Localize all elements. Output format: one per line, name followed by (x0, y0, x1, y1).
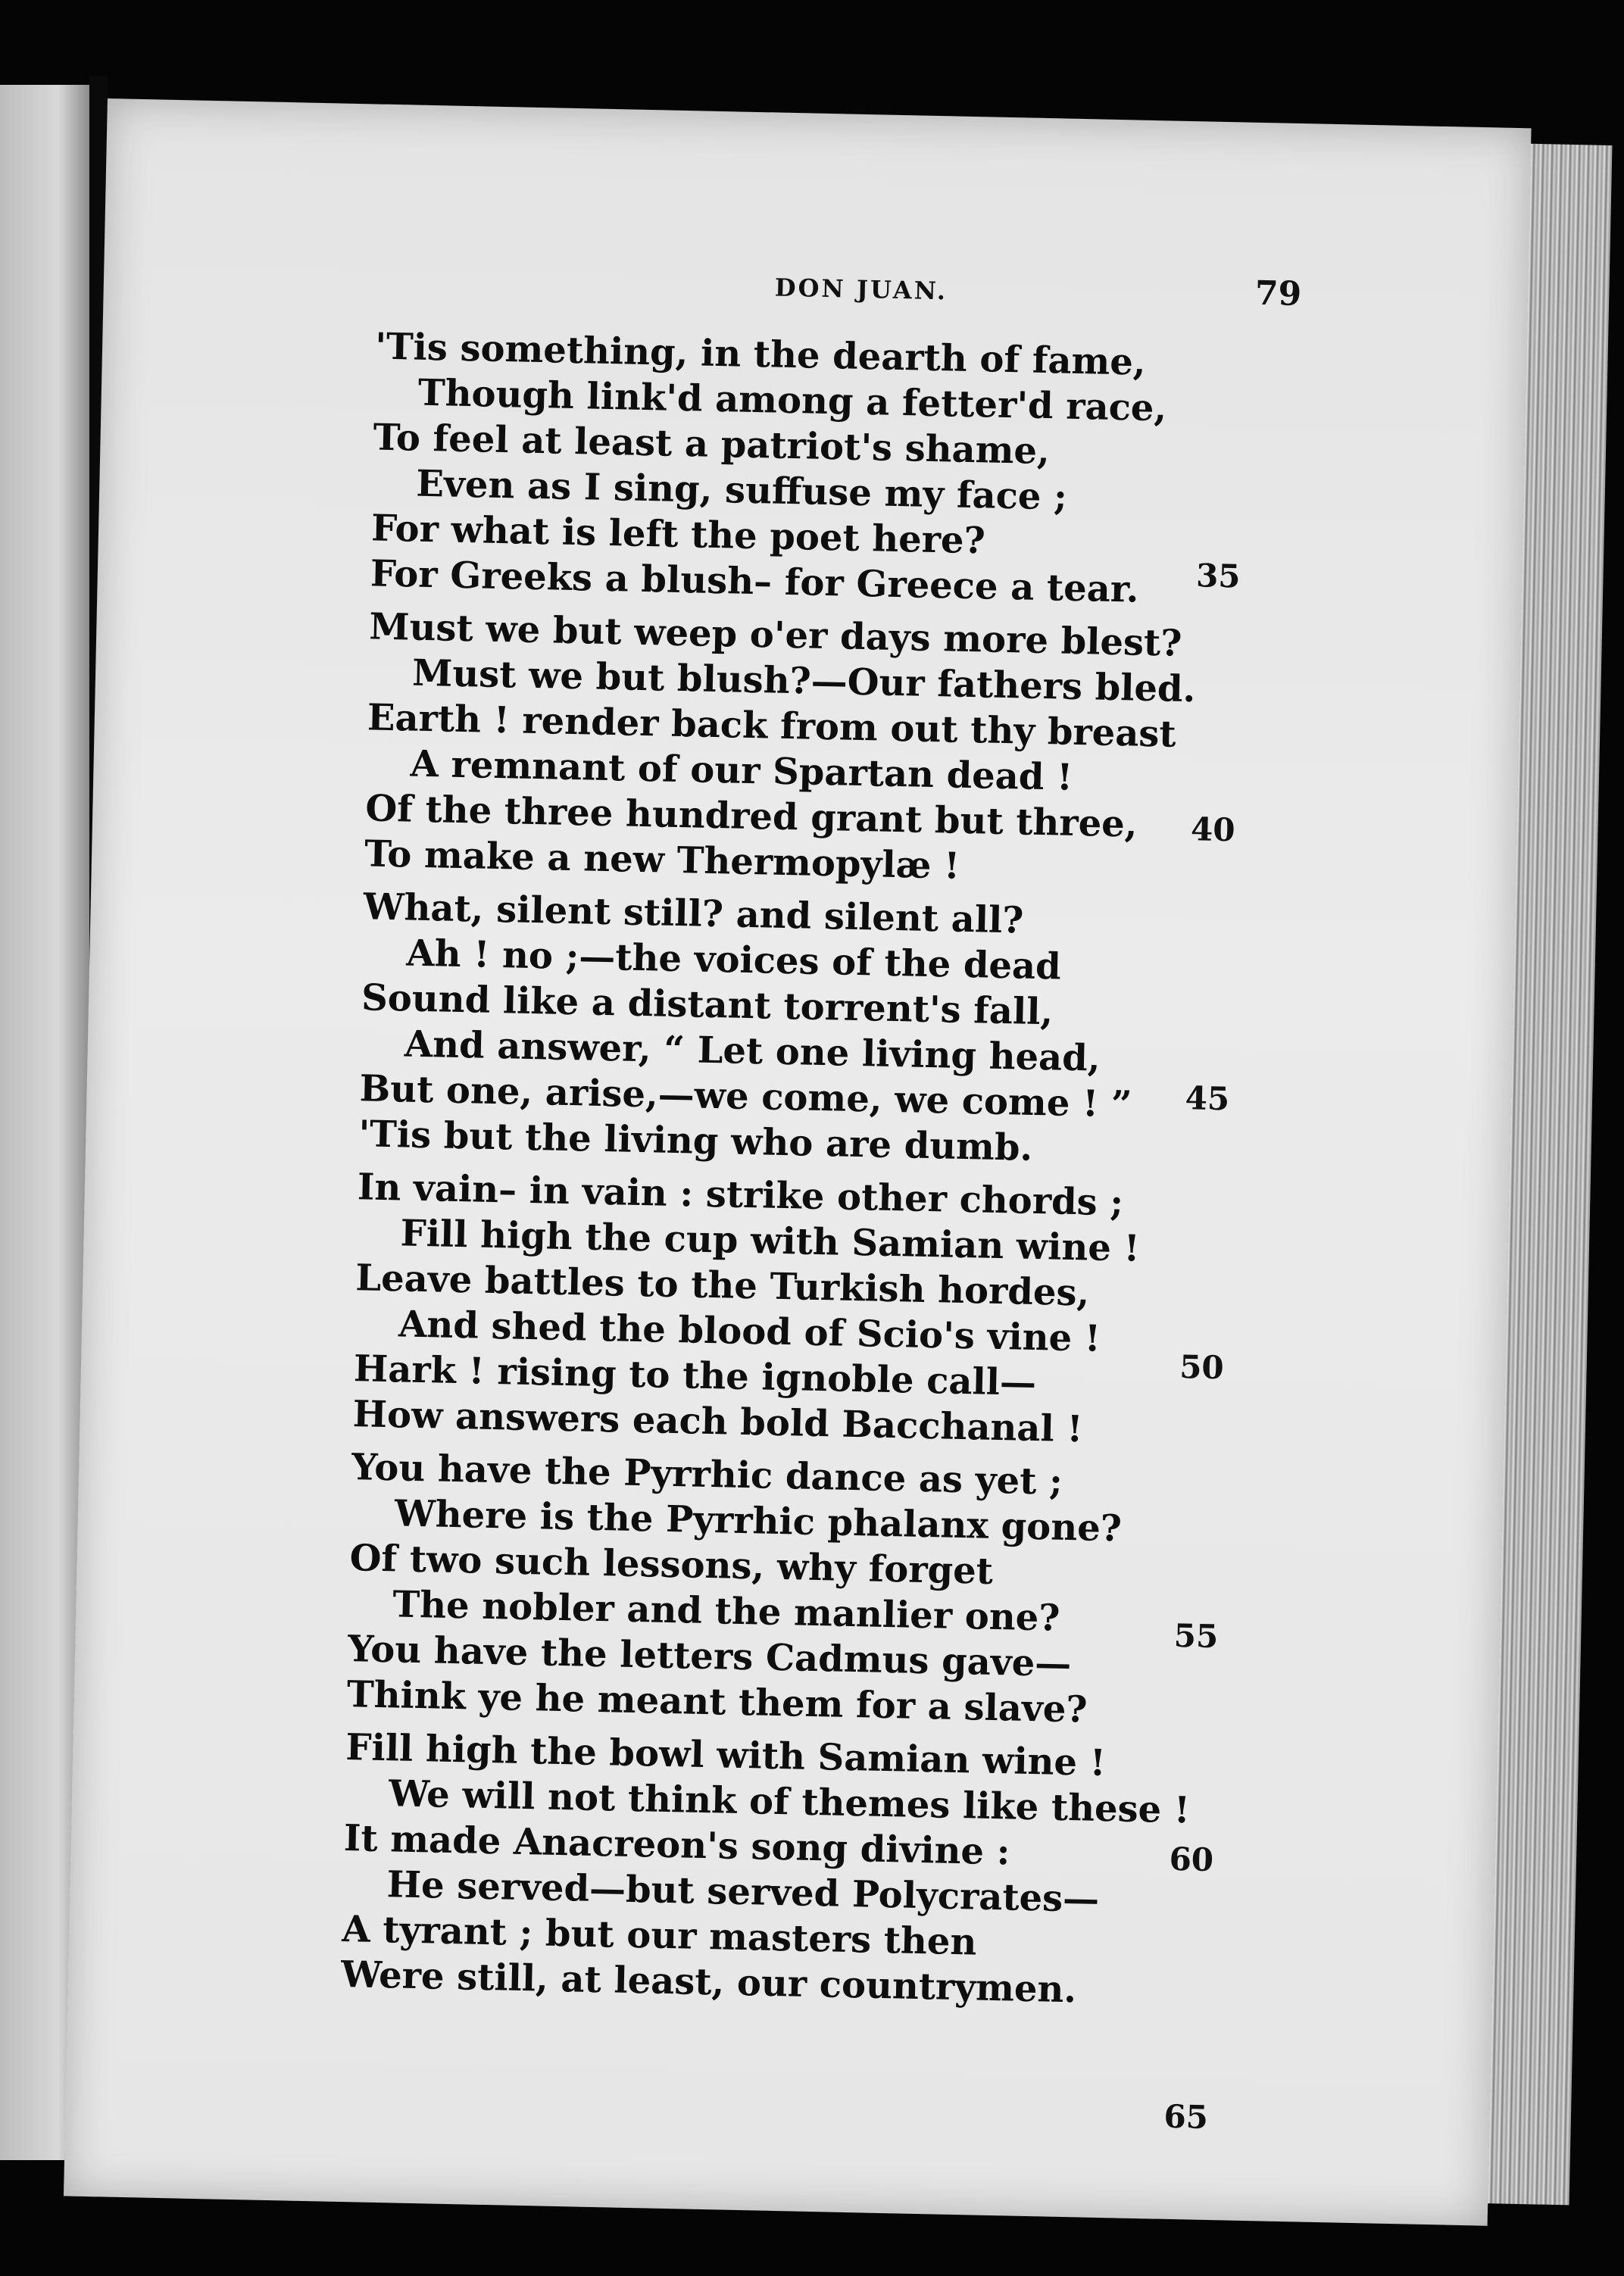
verse-line: Fill high the cup with Samian wine ! (400, 1212, 1141, 1270)
verse-line: You have the letters Cadmus gave— (347, 1628, 1072, 1686)
verse-line: 'Tis but the living who are dumb. (358, 1113, 1033, 1169)
verse-line: Even as I sing, suffuse my face ; (415, 462, 1068, 519)
verse-line: 'Tis something, in the dearth of fame, (374, 325, 1147, 384)
line-number: 50 (1179, 1348, 1225, 1387)
verse-line: Earth ! render back from out thy breast (367, 696, 1177, 756)
verse-line: A remnant of our Spartan dead ! (410, 742, 1073, 799)
verse-line: Of the three hundred grant but three, (364, 787, 1138, 846)
verse-line: How answers each bold Bacchanal ! (352, 1393, 1084, 1451)
verse-line: Fill high the bowl with Samian wine ! (345, 1726, 1107, 1785)
verse-line: Think ye he meant them for a slave? (346, 1673, 1088, 1731)
verse-line: Ah ! no ;—the voices of the dead (405, 932, 1062, 988)
verse-line: Were still, at least, our countrymen. (340, 1953, 1077, 2012)
verse-line: And shed the blood of Scio's vine ! (398, 1303, 1101, 1360)
line-number: 45 (1185, 1079, 1230, 1118)
line-number: 35 (1195, 557, 1241, 595)
verse-line: But one, arise,—we come, we come ! ” (359, 1067, 1132, 1126)
stanza (346, 1444, 1260, 1736)
verse-line: He served—but served Polycrates— (386, 1863, 1100, 1921)
line-number: 55 (1173, 1616, 1219, 1656)
line-number: 65 (1163, 2097, 1209, 2137)
verse-line: For what is left the poet here? (370, 507, 986, 563)
stanza (341, 1725, 1255, 2016)
stanza (370, 323, 1284, 615)
verse-line: We will not think of themes like these ! (388, 1772, 1191, 1832)
verse-line: Hark ! rising to the ignoble call— (353, 1347, 1037, 1405)
stanza (364, 604, 1279, 895)
verse-line: Of two such lessons, why forget (349, 1537, 994, 1593)
page-number: 79 (1254, 273, 1302, 314)
verse-line: Must we but weep o'er days more blest? (368, 605, 1182, 665)
verse-line: Sound like a distant torrent's fall, (361, 976, 1054, 1034)
verse-line: A tyrant ; but our masters then (341, 1908, 977, 1964)
verse-line: Leave battles to the Turkish hordes, (354, 1257, 1090, 1315)
page-text-block (64, 98, 1532, 2226)
verse-line: In vain– in vain : strike other chords ; (357, 1166, 1124, 1225)
running-head: DON JUAN. (774, 273, 948, 306)
book-page (64, 98, 1532, 2226)
verse-line: Must we but blush?—Our fathers bled. (411, 651, 1196, 711)
stanza (352, 1164, 1266, 1456)
verse-line: It made Anacreon's song divine : (343, 1817, 1011, 1874)
verse-line: Where is the Pyrrhic phalanx gone? (394, 1492, 1123, 1550)
verse-line: To feel at least a patriot's shame, (373, 416, 1051, 473)
verse-line: And answer, “ Let one living head, (404, 1022, 1101, 1080)
line-number: 60 (1169, 1840, 1214, 1879)
verse-line: Though link'd among a fetter'd race, (417, 371, 1167, 430)
verse-line: For Greeks a blush– for Greece a tear. (370, 552, 1139, 611)
verse-line: The nobler and the manlier one? (392, 1583, 1060, 1640)
stanza (358, 884, 1273, 1175)
verse-line: You have the Pyrrhic dance as yet ; (351, 1446, 1063, 1503)
verse-line: What, silent still? and silent all? (363, 885, 1024, 942)
line-number: 40 (1190, 810, 1236, 849)
verse-line: To make a new Thermopylæ ! (364, 832, 960, 888)
